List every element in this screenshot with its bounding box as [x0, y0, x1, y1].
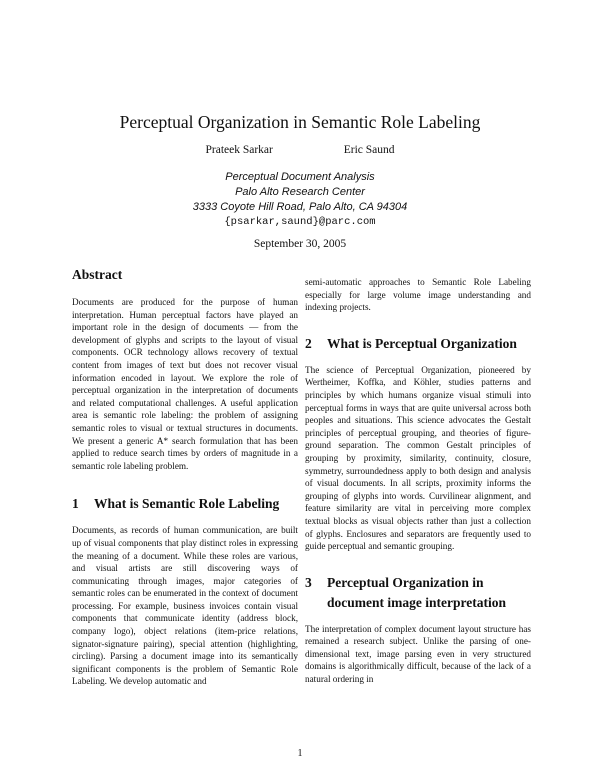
abstract-text: Documents are produced for the purpose of human interpretation. Human perceptual factors have played an important role in the design of documents — from the development of glyphs and scripts to the layout of visual components. OCR technology allows recovery of textual content from images of text but does not recover visual information encoded in layout. We explore the role of perceptual organization in the interpretation of documents and related computational challenges. A useful application area is semantic role labeling: the problem of assigning semantic roles to visual or textual structures in documents. We present a generic A* search formulation that has been applied to reduce search times by orders of magnitude in a semantic role labeling problem. [72, 297, 298, 471]
section-number: 1 [72, 496, 79, 512]
abstract-heading: Abstract [72, 267, 123, 282]
section-number: 2 [305, 335, 312, 351]
paper-title: Perceptual Organization in Semantic Role Labeling [119, 112, 481, 132]
left-column [72, 266, 298, 688]
section-text: The interpretation of complex document layout structure has remained a research subject. Unlike the parsing of one-dimensional text, image parsing even in very structured domains is algorithmically difficult, because of the lack of a natural ordering in [305, 623, 531, 685]
affiliation-dept: Perceptual Document Analysis [225, 171, 375, 183]
section-number: 3 [305, 574, 312, 590]
paper-date: September 30, 2005 [253, 238, 347, 250]
section-heading [305, 573, 531, 613]
author-name: Prateek Sarkar [205, 144, 273, 156]
affiliation-address: 3333 Coyote Hill Road, Palo Alto, CA 94304 [192, 201, 408, 213]
section-title: What is Semantic Role Labeling [94, 496, 280, 512]
section-title: What is Perceptual Organization [327, 335, 517, 351]
section-text: The science of Perceptual Organization, pioneered by Wertheimer, Koffka, and Köhler, studies patterns and principles by which humans organize visual stimuli into perceptual forms in ways that are quite universal across both peoples and situations. This science advocates the Gestalt principles of perceptual grouping, and theories of figure-ground separation. The common Gestalt principles of grouping by proximity, similarity, continuity, closure, symmetry, surroundedness apply to both design and analysis of visual documents. In all scripts, proximity informs the grouping of glyphs into words. Curvilinear alignment, and feature similarity are vital in perceiving more complex textual blocks as visual objects rather than just a collection of glyphs. Enclosures and separators are frequently used to guide perceptual and semantic grouping. [305, 364, 531, 552]
author-name: Eric Saund [343, 144, 395, 156]
section-continuation-text: semi-automatic approaches to Semantic Role Labeling especially for large volume image understanding and indexing projects. [305, 277, 531, 313]
section-heading [72, 494, 298, 514]
affiliation-org: Palo Alto Research Center [235, 186, 365, 198]
author-email[interactable]: {psarkar,saund}@parc.com [224, 216, 376, 228]
section-title: Perceptual Organization in document image interpretation [327, 574, 506, 610]
author-list [0, 144, 600, 156]
section-heading [305, 334, 531, 354]
section-text: Documents, as records of human communication, are built up of visual components that play distinct roles in expressing the meaning of a document. While these roles are various, and visual artists are still discovering ways of communicating through images, major categories of semantic roles can be enumerated in the context of document processing. For example, business invoices contain visual components that communicate identity (address block, company logo), object relations (item-price relations, signator-signature pairing), special attention (highlighting, circling). Parsing a document image into its semantically significant components is the problem of Semantic Role Labeling. We develop automatic and [72, 525, 298, 687]
affiliation-block [0, 170, 600, 230]
page-number: 1 [297, 748, 303, 759]
right-column [305, 276, 531, 686]
